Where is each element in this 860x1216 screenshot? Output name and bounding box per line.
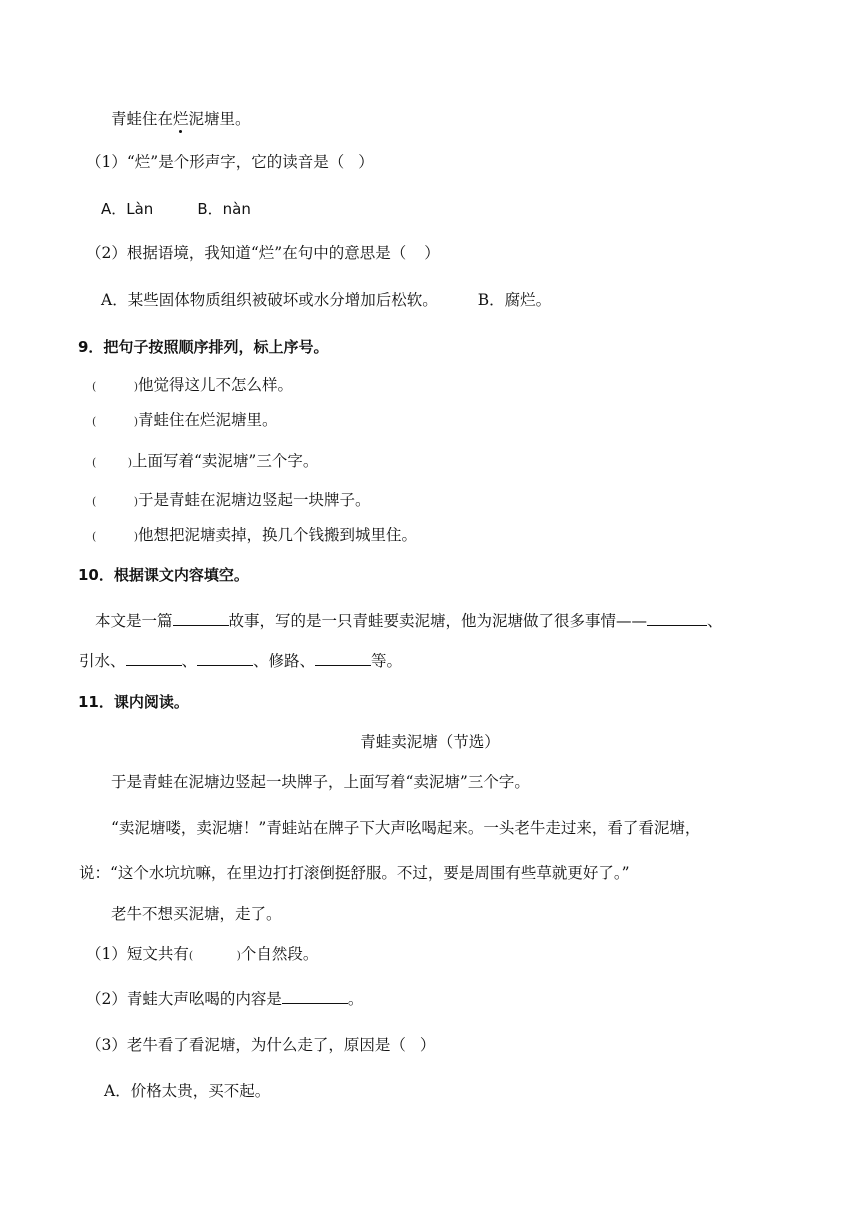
q10-line-2	[79, 650, 402, 672]
q8-sub2-options	[101, 289, 551, 311]
q10-text: 等。	[371, 652, 403, 670]
q9-item	[92, 374, 293, 398]
q9-item-blank[interactable]: ( )	[92, 495, 138, 508]
q8-sub2-question	[86, 242, 440, 264]
q10-text: 本文是一篇	[95, 612, 173, 630]
q11-sub1-text-end: 个自然段。	[240, 945, 319, 963]
q10-blank[interactable]	[315, 650, 371, 666]
q10-blank[interactable]	[197, 650, 253, 666]
q11-sub3	[86, 1034, 435, 1056]
passage-title: 青蛙卖泥塘（节选）	[360, 733, 500, 751]
q11-sub2-text: （2）青蛙大声吆喝的内容是	[86, 990, 282, 1008]
q10-text: 引水、	[79, 652, 126, 670]
q9-item-blank[interactable]: ( )	[92, 415, 138, 428]
q10-line-1	[95, 610, 723, 632]
q8-sub2-close: ）	[424, 244, 440, 262]
q8-sentence-dotted-char: 烂	[173, 110, 189, 128]
q9-title: 9．把句子按照顺序排列，标上序号。	[78, 338, 329, 356]
q10-text: 、	[181, 652, 198, 670]
q10-text: 故事，写的是一只青蛙要卖泥塘，他为泥塘做了很多事情——	[228, 612, 648, 630]
q11-sub3-option-a[interactable]: A．价格太贵，买不起。	[104, 1082, 271, 1100]
q11-sub3-text: （3）老牛看了看泥塘，为什么走了，原因是（	[86, 1036, 406, 1054]
q8-sub1-text: （1）“烂”是个形声字，它的读音是（	[86, 153, 345, 171]
q11-sub1-blank[interactable]: ( )	[188, 949, 241, 962]
q8-sub2-option-a[interactable]: A．某些固体物质组织被破坏或水分增加后松软。	[101, 291, 438, 309]
q8-sentence	[111, 108, 251, 130]
q11-sub2	[86, 988, 363, 1010]
q11-title: 11．课内阅读。	[78, 693, 189, 711]
q9-item	[92, 489, 371, 513]
q10-blank[interactable]	[647, 610, 707, 626]
q8-sub1-option-b[interactable]: B．nàn	[197, 200, 251, 218]
q11-sub1-text: （1）短文共有	[86, 945, 189, 963]
q10-blank[interactable]	[126, 650, 182, 666]
q11-sub2-text-end: 。	[347, 990, 364, 1008]
q9-item	[92, 524, 417, 548]
q9-item-text: 他觉得这儿不怎么样。	[138, 376, 294, 394]
q8-sub1-close: ）	[358, 153, 374, 171]
q10-text: 、修路、	[253, 652, 316, 670]
passage-paragraph-1: 于是青蛙在泥塘边竖起一块牌子，上面写着“卖泥塘”三个字。	[111, 773, 530, 791]
q10-blank[interactable]	[173, 610, 229, 626]
q8-sub1-option-a[interactable]: A．Làn	[101, 200, 154, 218]
passage-paragraph-2b: 说：“这个水坑坑嘛，在里边打打滚倒挺舒服。不过，要是周围有些草就更好了。”	[79, 864, 630, 882]
q9-item-text: 他想把泥塘卖掉，换几个钱搬到城里住。	[138, 526, 418, 544]
passage-paragraph-3: 老牛不想买泥塘，走了。	[111, 905, 282, 923]
q8-sub2-option-b[interactable]: B．腐烂。	[477, 291, 552, 309]
q9-item-text: 上面写着“卖泥塘”三个字。	[132, 452, 319, 470]
q10-text: 、	[707, 612, 723, 630]
q9-item-blank[interactable]: ( )	[92, 530, 138, 543]
q8-sentence-pre: 青蛙住在	[111, 110, 174, 128]
q11-sub1	[86, 943, 318, 967]
q8-sub1-question	[86, 151, 374, 173]
q9-item-text: 青蛙住在烂泥塘里。	[138, 411, 278, 429]
q11-sub3-close: ）	[419, 1036, 436, 1054]
q9-item	[92, 450, 318, 474]
q10-title: 10．根据课文内容填空。	[78, 566, 249, 584]
q8-sentence-post: 泥塘里。	[188, 110, 251, 128]
passage-paragraph-2a: “卖泥塘喽，卖泥塘！”青蛙站在牌子下大声吆喝起来。一头老牛走过来，看了看泥塘，	[111, 819, 701, 837]
q9-item-blank[interactable]: ( )	[92, 456, 132, 469]
q9-item-blank[interactable]: ( )	[92, 380, 138, 393]
q8-sub1-options	[101, 198, 251, 220]
q9-item-text: 于是青蛙在泥塘边竖起一块牌子。	[138, 491, 371, 509]
q8-sub2-text: （2）根据语境，我知道“烂”在句中的意思是（	[86, 244, 407, 262]
q11-sub2-blank[interactable]	[282, 988, 348, 1004]
q9-item	[92, 409, 278, 433]
